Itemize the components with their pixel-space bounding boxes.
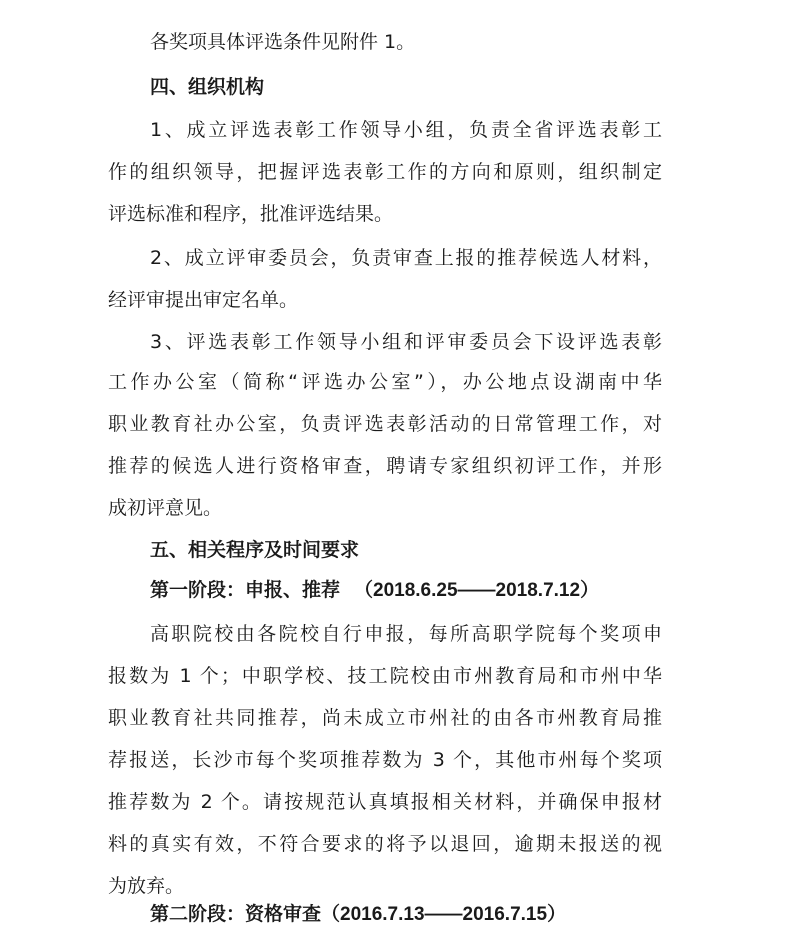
paragraph-line: 3、评选表彰工作领导小组和评审委员会下设评选表彰 (150, 331, 662, 353)
paragraph-line: 成初评意见。 (108, 497, 223, 519)
paragraph-line: 经评审提出审定名单。 (108, 289, 299, 311)
paragraph-line: 评选标准和程序，批准评选结果。 (108, 203, 394, 225)
stage-two-heading (150, 902, 566, 927)
stage-two-dates: （2016.7.13——2016.7.15） (321, 904, 567, 925)
paragraph-line: 高职院校由各院校自行申报，每所高职学院每个奖项申 (150, 623, 662, 645)
paragraph-attachment-note: 各奖项具体评选条件见附件 1。 (150, 31, 416, 53)
paragraph-line: 推荐数为 2 个。请按规范认真填报相关材料，并确保申报材 (108, 791, 662, 813)
paragraph-line: 职业教育社共同推荐，尚未成立市州社的由各市州教育局推 (108, 707, 662, 729)
section-heading-organization: 四、组织机构 (150, 76, 265, 98)
stage-one-heading (150, 578, 599, 603)
paragraph-line: 作的组织领导，把握评选表彰工作的方向和原则，组织制定 (108, 161, 662, 183)
stage-one-label: 第一阶段：申报、推荐 (150, 579, 341, 601)
section-heading-procedures: 五、相关程序及时间要求 (150, 539, 360, 561)
paragraph-line: 推荐的候选人进行资格审查，聘请专家组织初评工作，并形 (108, 455, 662, 477)
stage-one-dates: （2018.6.25——2018.7.12） (354, 580, 600, 601)
paragraph-line: 报数为 1 个；中职学校、技工院校由市州教育局和市州中华 (108, 665, 662, 687)
paragraph-line: 1、成立评选表彰工作领导小组，负责全省评选表彰工 (150, 119, 662, 141)
paragraph-line: 为放弃。 (108, 875, 185, 897)
paragraph-line: 2、成立评审委员会，负责审查上报的推荐候选人材料， (150, 247, 662, 269)
paragraph-line: 料的真实有效，不符合要求的将予以退回，逾期未报送的视 (108, 833, 662, 855)
paragraph-line: 荐报送，长沙市每个奖项推荐数为 3 个，其他市州每个奖项 (108, 749, 662, 771)
stage-two-label: 第二阶段：资格审查 (150, 903, 322, 925)
paragraph-line: 职业教育社办公室，负责评选表彰活动的日常管理工作，对 (108, 413, 662, 435)
paragraph-line: 工作办公室（简称“评选办公室”），办公地点设湖南中华 (108, 371, 662, 393)
